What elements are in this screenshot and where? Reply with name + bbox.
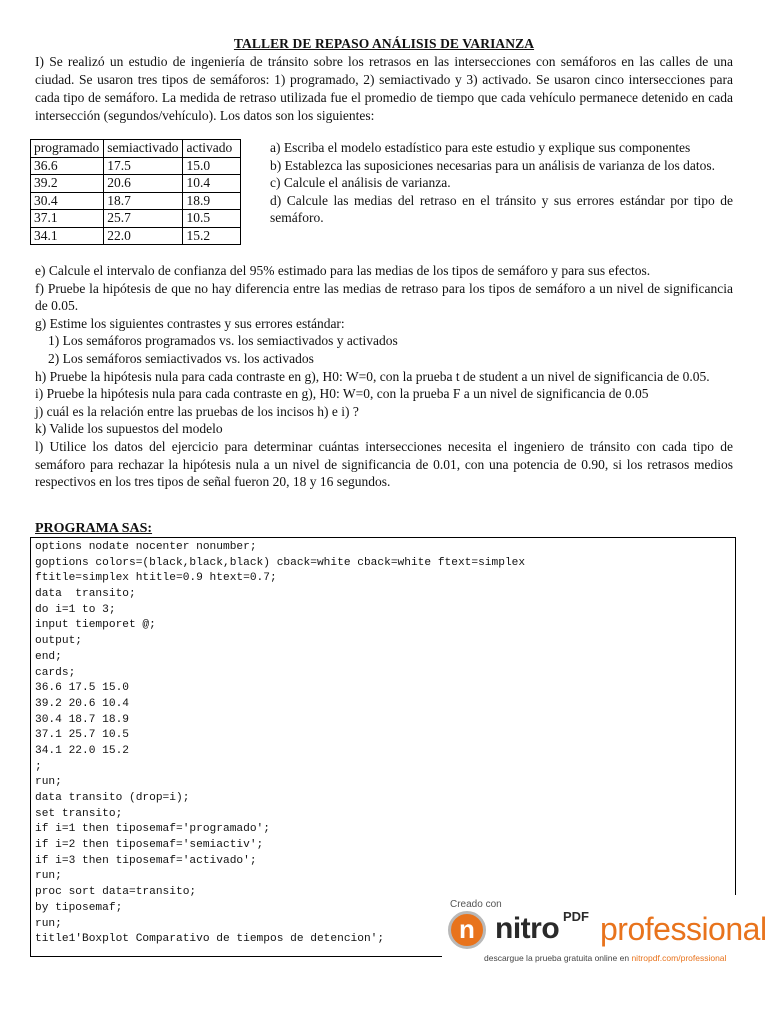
table-cell: 18.7 [104, 192, 183, 210]
code-line: input tiemporet @; [35, 619, 156, 632]
table-cell: 34.1 [31, 227, 104, 245]
question-item: j) cuál es la relación entre las pruebas de los incisos h) e i) ? [35, 403, 359, 419]
code-line: 37.1 25.7 10.5 [35, 729, 129, 742]
watermark-link[interactable]: nitropdf.com/professional [631, 953, 727, 963]
data-table [30, 139, 241, 245]
logo-letter: n [459, 914, 475, 944]
question-item: l) Utilice los datos del ejercicio para determinar cuántas intersecciones necesita el ingeniero de tránsito con cada tipo de semáforo para rechazar la hipótesis nula a un nivel de significancia de 0.01, con una potencia de 0.90, si los retrasos medios respectivos en los tres tipos de señal fueron 20, 18 y 16 segundos. [35, 438, 733, 490]
document-title: TALLER DE REPASO ANÁLISIS DE VARIANZA [233, 36, 535, 51]
table-cell: 37.1 [31, 210, 104, 228]
table-header-row [31, 140, 241, 158]
code-line: 39.2 20.6 10.4 [35, 697, 129, 710]
watermark-brand-pro: professional [600, 911, 767, 947]
table-cell: 39.2 [31, 175, 104, 193]
program-heading: PROGRAMA SAS: [35, 521, 153, 536]
code-line: ; [35, 760, 42, 773]
table-cell: 10.4 [183, 175, 241, 193]
code-line: data transito (drop=i); [35, 792, 190, 804]
watermark-brand-sup: PDF [563, 909, 589, 924]
sas-code-box [30, 537, 736, 957]
remaining-questions [35, 262, 733, 491]
code-line: cards; [35, 666, 76, 679]
nitro-watermark [442, 895, 768, 970]
question-item: i) Pruebe la hipótesis nula para cada contraste en g), H0: W=0, con la prueba F a un nivel de significancia de 0.05 [35, 386, 649, 402]
code-line: if i=3 then tiposemaf='activado'; [35, 854, 257, 867]
table-cell: 36.6 [31, 157, 104, 175]
table-cell: 20.6 [104, 175, 183, 193]
watermark-tagline-text: descargue la prueba gratuita online en [484, 953, 630, 963]
table-row [31, 157, 241, 175]
watermark-brand: nitro [495, 912, 560, 945]
code-line: end; [35, 650, 62, 663]
table-row [31, 227, 241, 245]
column-header: programado [31, 140, 104, 158]
question-item: g) Estime los siguientes contrastes y sus errores estándar: [35, 315, 345, 331]
code-line: 34.1 22.0 15.2 [35, 744, 129, 757]
watermark-tagline [484, 953, 726, 963]
table-cell: 10.5 [183, 210, 241, 228]
question-subitem: 1) Los semáforos programados vs. los semiactivados y activados [48, 333, 398, 349]
question-item: b) Establezca las suposiciones necesarias para un análisis de varianza de los datos. [270, 157, 715, 173]
code-line: ftitle=simplex htitle=0.9 htext=0.7; [35, 572, 277, 585]
column-header: activado [183, 140, 241, 158]
code-line: data transito; [35, 588, 136, 601]
code-line: if i=2 then tiposemaf='semiactiv'; [35, 839, 264, 852]
table-row [31, 192, 241, 210]
watermark-creado: Creado con [450, 899, 502, 910]
nitro-logo-icon [448, 911, 486, 949]
code-line: title1'Boxplot Comparativo de tiempos de detencion'; [35, 933, 385, 946]
code-line: proc sort data=transito; [35, 886, 197, 899]
intro-paragraph: I) Se realizó un estudio de ingeniería de tránsito sobre los retrasos en las intersecciones con semáforos en las calles de una ciudad. Se usaron tres tipos de semáforos: 1) programado, 2) semiactivado y 3) activado. Se usaron cinco intersecciones para cada tipo de semáforo. La medida de retraso utilizada fue el promedio de tiempo que cada vehículo permanece detenido en cada intersección (segundos/vehículo). Los datos son los siguientes: [35, 54, 733, 123]
question-item: f) Pruebe la hipótesis de que no hay diferencia entre las medias de retraso para los tipos de semáforo a un nivel de significancia de 0.05. [35, 280, 733, 314]
code-line: run; [35, 870, 62, 883]
question-item: d) Calcule las medias del retraso en el tránsito y sus errores estándar por tipo de semáforo. [270, 192, 733, 226]
code-line: 30.4 18.7 18.9 [35, 713, 129, 726]
table-cell: 18.9 [183, 192, 241, 210]
code-line: options nodate nocenter nonumber; [35, 541, 257, 553]
question-item: e) Calcule el intervalo de confianza del 95% estimado para las medias de los tipos de semáforo y para sus efectos. [35, 263, 651, 278]
code-line: run; [35, 776, 62, 789]
question-subitem: 2) Los semáforos semiactivados vs. los activados [48, 350, 314, 366]
column-header: semiactivado [104, 140, 183, 158]
table-cell: 15.2 [183, 227, 241, 245]
code-line: if i=1 then tiposemaf='programado'; [35, 823, 270, 836]
code-line: 36.6 17.5 15.0 [35, 682, 129, 695]
table-row [31, 175, 241, 193]
question-item: k) Valide los supuestos del modelo [35, 421, 223, 437]
question-item: c) Calcule el análisis de varianza. [270, 175, 451, 191]
table-row [31, 210, 241, 228]
code-line: set transito; [35, 807, 123, 820]
table-cell: 17.5 [104, 157, 183, 175]
table-cell: 30.4 [31, 192, 104, 210]
table-cell: 22.0 [104, 227, 183, 245]
question-item: a) Escriba el modelo estadístico para este estudio y explique sus componentes [270, 140, 691, 155]
code-line: run; [35, 917, 62, 930]
code-line: do i=1 to 3; [35, 603, 116, 616]
code-line: by tiposemaf; [35, 901, 123, 914]
table-cell: 25.7 [104, 210, 183, 228]
code-line: output; [35, 635, 82, 648]
table-cell: 15.0 [183, 157, 241, 175]
code-line: goptions colors=(black,black,black) cback=white cback=white ftext=simplex [35, 556, 526, 569]
side-questions [270, 139, 733, 227]
question-item: h) Pruebe la hipótesis nula para cada contraste en g), H0: W=0, con la prueba t de student a un nivel de significancia de 0.05. [35, 368, 710, 384]
